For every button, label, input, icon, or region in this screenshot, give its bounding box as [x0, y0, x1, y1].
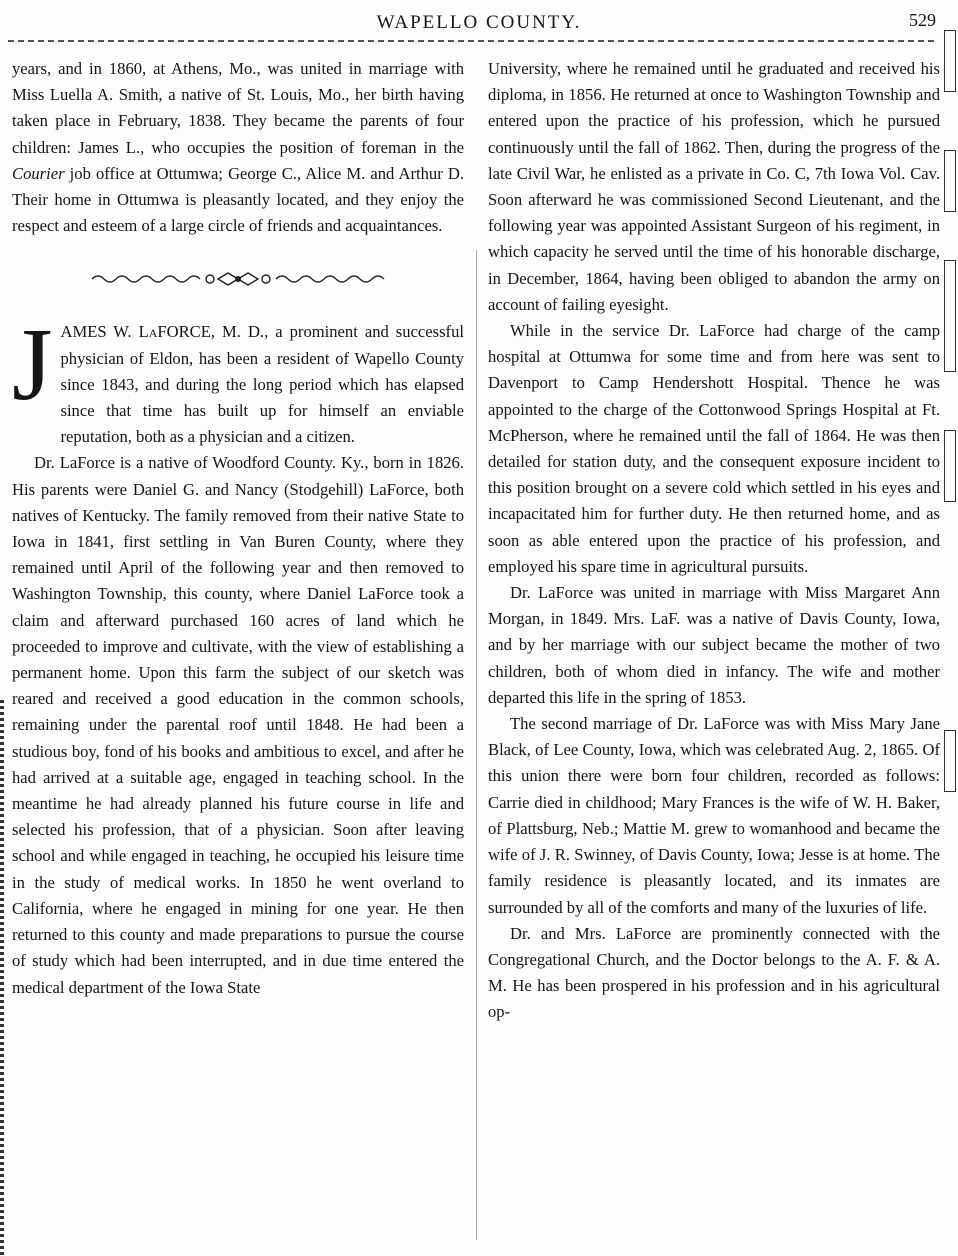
paragraph: Dr. LaForce is a native of Woodford County. Ky., born in 1826. His parents were Daniel G. and Nancy (Stodgehill) LaForce, both natives of Kentucky. The family removed from their native State to Iowa in 1841, first settling in Van Buren County, where they remained until April of the following year and then removed to Washington Township, this county, where Daniel LaForce took a claim and afterward purchased 160 acres of land which he proceeded to improve and cultivate, with the view of establishing a permanent home. Upon this farm the subject of our sketch was reared and received a good education in the common schools, remaining under the parental roof until 1848. He had been a studious boy, fond of his books and ambitious to excel, and after he had arrived at a suitable age, engaged in teaching school. In the meantime he had already planned his future course in life and selected his profession, that of a physician. Soon after leaving school and while engaged in teaching, he occupied his leisure time in the study of medical works. In 1850 he went overland to California, where he engaged in mining for one year. He then returned to this county and made preparations to pursue the course of study which had been interrupted, and in due time entered the medical department of the Iowa State [12, 453, 464, 997]
paragraph-text: job office at Ottumwa; George C., Alice M. and Arthur D. Their home in Ottumwa is pleasantly located, and they enjoy the respect and esteem of a large circle of friends and acquaintances. [12, 163, 464, 236]
running-title: WAPELLO COUNTY. [376, 12, 582, 33]
bio-name: AMES W. LaFORCE, M. D., [60, 322, 269, 342]
section-ornament [12, 269, 464, 291]
drop-cap: J [12, 307, 53, 423]
paragraph: University, where he remained until he graduated and received his diploma, in 1856. He returned at once to Washington Township and entered upon the practice of his profession, which he pursued continuously until the fall of 1862. Then, during the progress of the late Civil War, he enlisted as a private in Co. C, 7th Iowa Vol. Cav. Soon afterward he was commissioned Second Lieutenant, and the following year was appointed Assistant Surgeon of his regiment, in which capacity he served until the time of his honorable discharge, in December, 1864, having been obliged to abandon the army on account of failing eyesight. [488, 59, 940, 314]
column-divider [476, 250, 477, 1240]
left-column [12, 56, 464, 1001]
page-header [0, 8, 958, 38]
header-rule [8, 40, 934, 42]
paragraph: Dr. LaForce was united in marriage with Miss Margaret Ann Morgan, in 1849. Mrs. LaF. was a native of Davis County, Iowa, and by her marriage with our subject became the mother of two children, both of whom died in infancy. The wife and mother departed this life in the spring of 1853. [488, 583, 940, 707]
page-edge-border [0, 700, 4, 1256]
paragraph: The second marriage of Dr. LaForce was with Miss Mary Jane Black, of Lee County, Iowa, which was celebrated Aug. 2, 1865. Of this union there were born four children, recorded as follows: Carrie died in childhood; Mary Frances is the wife of W. H. Baker, of Plattsburg, Neb.; Mattie M. grew to womanhood and became the wife of J. R. Swinney, of Davis County, Iowa; Jesse is at home. The family residence is pleasantly located, and its inmates are surrounded by all of the comforts and many of the luxuries of life. [488, 714, 940, 917]
binding-margin [942, 30, 958, 1256]
paragraph: While in the service Dr. LaForce had charge of the camp hospital at Ottumwa for some time and from here was sent to Davenport to Camp Hendershott Hospital. Thence he was appointed to the charge of the Cottonwood Springs Hospital at Ft. McPherson, where he remained until the fall of 1864. He was then detailed for station duty, and the consequent exposure incident to this position brought on a severe cold which settled in his eyes and incapacitated him for further duty. He then returned home, and as soon as able entered upon the practice of his profession, and employed his spare time in agricultural pursuits. [488, 321, 940, 576]
paragraph [12, 307, 464, 450]
paragraph [12, 56, 464, 239]
page-number: 529 [909, 10, 936, 30]
italic-text: Courier [12, 163, 65, 183]
paragraph-text: years, and in 1860, at Athens, Mo., was united in marriage with Miss Luella A. Smith, a native of St. Louis, Mo., her birth having taken place in February, 1838. They became the parents of four children: James L., who occupies the position of foreman in the [12, 59, 464, 157]
right-column [488, 56, 940, 1026]
paragraph: Dr. and Mrs. LaForce are prominently connected with the Congregational Church, and the Doctor belongs to the A. F. & A. M. He has been prospered in his profession and in his agricultural op- [488, 923, 940, 1022]
paragraph-text: a prominent and successful physician of Eldon, has been a resident of Wapello County since 1843, and during the long period which has elapsed since that time has built up for himself an enviable reputation, both as a physician and a citizen. [60, 322, 464, 447]
